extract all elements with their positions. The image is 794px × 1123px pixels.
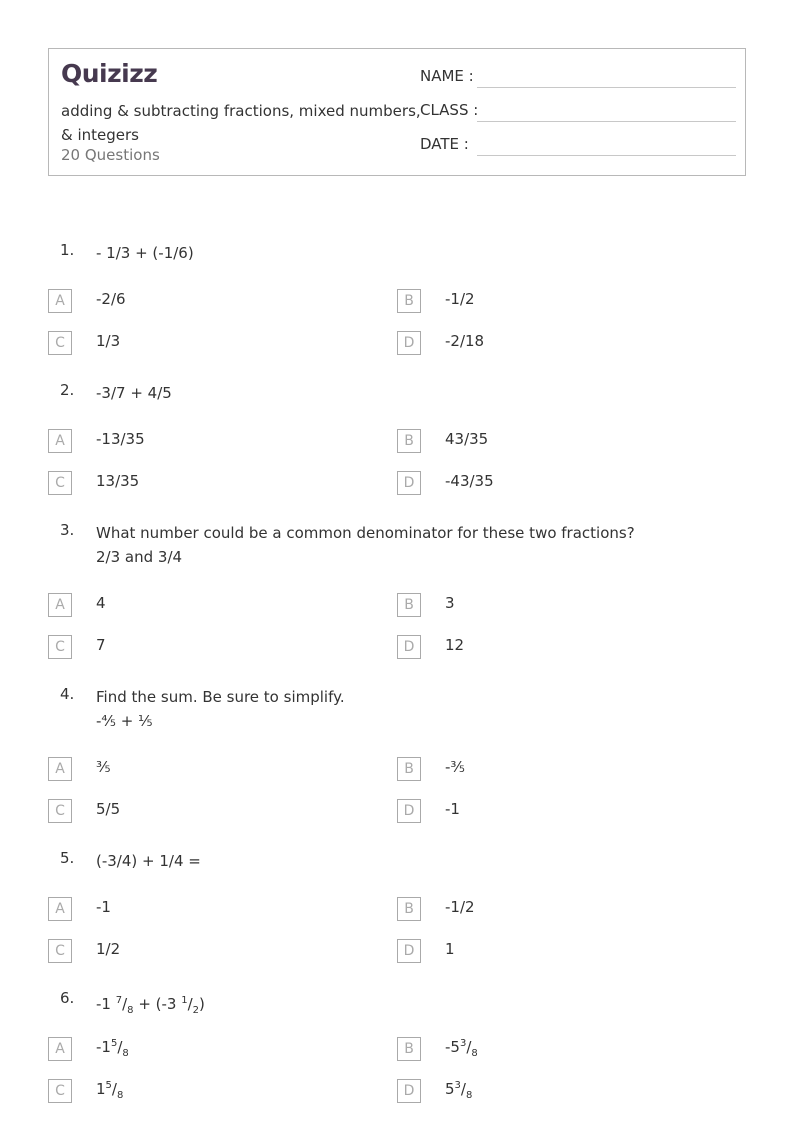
quizizz-logo: Quizizz [61,59,158,88]
question-number: 4. [60,685,75,703]
question-text: -3/7 + 4/5 [96,384,172,402]
option-text: $-5^3/_8$ [445,1038,478,1059]
date-line[interactable] [477,155,736,156]
option-text: 3 [445,594,455,612]
option-text: 1/2 [96,940,121,958]
option-letter: B [397,429,421,453]
option-text: -43/35 [445,472,494,490]
question-number: 2. [60,381,75,399]
option-text: 13/35 [96,472,140,490]
option-letter: C [48,471,72,495]
option-letter: D [397,471,421,495]
question-text: Find the sum. Be sure to simplify. -⅘ + ⅕ [96,688,345,730]
option-letter: C [48,635,72,659]
option-letter: A [48,429,72,453]
option-letter: D [397,939,421,963]
option-text: $5^3/_8$ [445,1080,473,1101]
option-text: ⅗ [96,758,111,776]
worksheet-header [48,48,746,176]
option-text: -2/6 [96,290,126,308]
question-text: -1 $^7/_8 + (-3$ $^1/_2$) [96,995,205,1016]
option-letter: D [397,331,421,355]
option-text: 7 [96,636,106,654]
option-text: -1 [445,800,460,818]
date-label: DATE : [420,135,469,153]
option-letter: D [397,635,421,659]
date-field [420,135,735,159]
option-letter: C [48,331,72,355]
question-number: 1. [60,241,75,259]
option-text: -1/2 [445,898,475,916]
option-letter: D [397,799,421,823]
question-number: 6. [60,989,75,1007]
option-letter: C [48,939,72,963]
option-letter: C [48,799,72,823]
option-text: -1/2 [445,290,475,308]
option-letter: B [397,897,421,921]
class-label: CLASS : [420,101,479,119]
option-letter: D [397,1079,421,1103]
option-letter: A [48,593,72,617]
option-text: -2/18 [445,332,485,350]
worksheet-title: adding & subtracting fractions, mixed numbers, & integers [61,102,421,144]
option-text: 12 [445,636,465,654]
question-text: - 1/3 + (-1/6) [96,244,194,262]
question-text: (-3/4) + 1/4 = [96,852,201,870]
option-letter: B [397,757,421,781]
class-line[interactable] [477,121,736,122]
option-letter: A [48,289,72,313]
option-text: 1 [445,940,455,958]
option-text: 1/3 [96,332,121,350]
option-text: -1 [96,898,111,916]
name-field [420,67,735,91]
option-text: 5/5 [96,800,121,818]
option-letter: B [397,593,421,617]
option-letter: C [48,1079,72,1103]
option-text: 4 [96,594,106,612]
question-number: 3. [60,521,75,539]
option-text: 43/35 [445,430,489,448]
option-text: -13/35 [96,430,145,448]
class-field [420,101,735,125]
question-text: What number could be a common denominator for these two fractions? 2/3 and 3/4 [96,524,635,566]
option-text: $-1^5/_8$ [96,1038,129,1059]
option-letter: A [48,757,72,781]
question-count: 20 Questions [61,146,160,164]
question-number: 5. [60,849,75,867]
name-line[interactable] [477,87,736,88]
option-letter: B [397,1037,421,1061]
option-letter: A [48,1037,72,1061]
option-text: $1^5/_8$ [96,1080,124,1101]
name-label: NAME : [420,67,474,85]
option-letter: A [48,897,72,921]
option-text: -⅗ [445,758,465,776]
option-letter: B [397,289,421,313]
